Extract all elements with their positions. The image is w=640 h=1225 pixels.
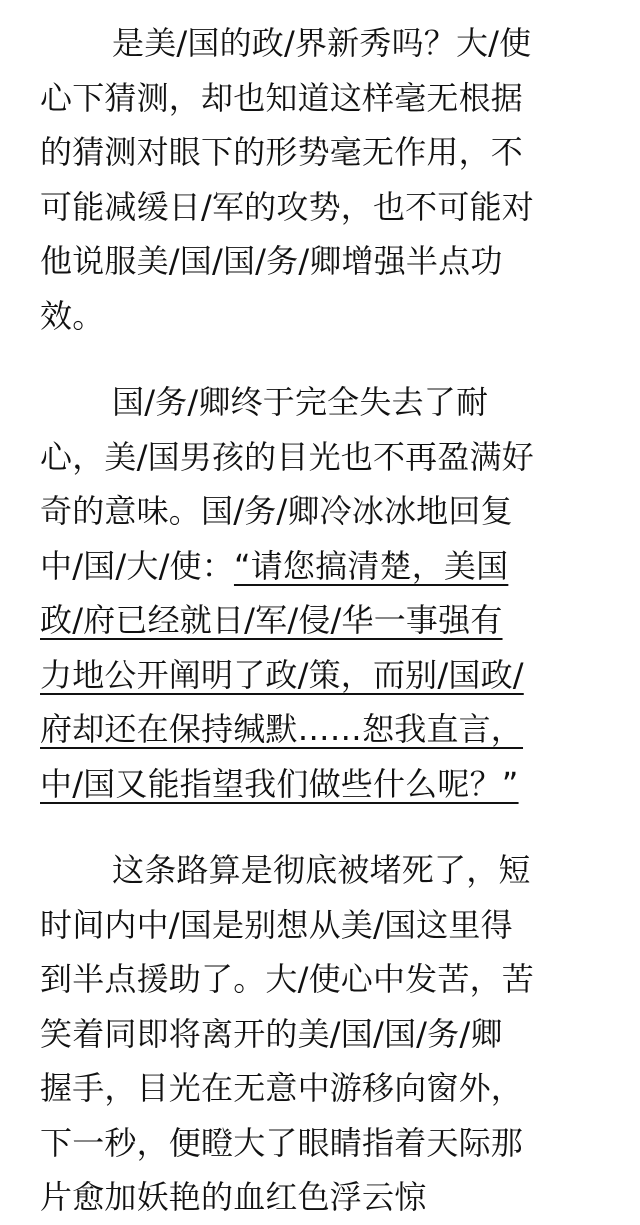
text-line: 心，美/国男孩的目光也不再盈满好 xyxy=(40,437,534,476)
underlined-quote-line: 府却还在保持缄默……恕我直言， xyxy=(40,710,524,748)
text-line: 奇的意味。国/务/卿冷冰冰地回复 xyxy=(40,492,513,530)
quote-first-line xyxy=(40,539,604,594)
paragraph-1 xyxy=(40,16,604,343)
text-line: 心下猜测，却也知道这样毫无根据 xyxy=(40,78,524,117)
text-line: 这条路算是彻底被堵死了，短 xyxy=(112,851,531,889)
paragraph-2 xyxy=(40,375,604,811)
underlined-quote-line: 政/府已经就日/军/侵/华一事强有 xyxy=(40,601,503,639)
quote-lead: 中/国/大/使： xyxy=(40,546,234,585)
text-line: 握手，目光在无意中游移向窗外， xyxy=(40,1069,524,1107)
underlined-quote-line: 中/国又能指望我们做些什么呢？” xyxy=(40,764,519,803)
text-line: 片愈加妖艳的血红色浮云惊 xyxy=(40,1178,427,1216)
text-line: 下一秒，便瞪大了眼睛指着天际那 xyxy=(40,1123,524,1162)
text-line: 到半点援助了。大/使心中发苦，苦 xyxy=(40,960,534,998)
text-line: 笑着同即将离开的美/国/国/务/卿 xyxy=(40,1014,503,1053)
text-line: 的猜测对眼下的形势毫无作用，不 xyxy=(40,133,524,171)
text-line: 国/务/卿终于完全失去了耐 xyxy=(112,383,489,421)
underlined-quote-text: “请您搞清楚，美国 xyxy=(233,546,509,585)
underlined-quote-line: 力地公开阐明了政/策，而别/国政/ xyxy=(40,655,524,694)
text-line: 可能减缓日/军的攻势，也不可能对 xyxy=(40,187,534,226)
text-line: 效。 xyxy=(40,296,105,335)
text-line: 时间内中/国是别想从美/国这里得 xyxy=(40,905,513,944)
paragraph-3 xyxy=(40,843,604,1225)
text-line: 他说服美/国/国/务/卿增强半点功 xyxy=(40,242,503,280)
text-line: 是美/国的政/界新秀吗？大/使 xyxy=(112,24,532,62)
